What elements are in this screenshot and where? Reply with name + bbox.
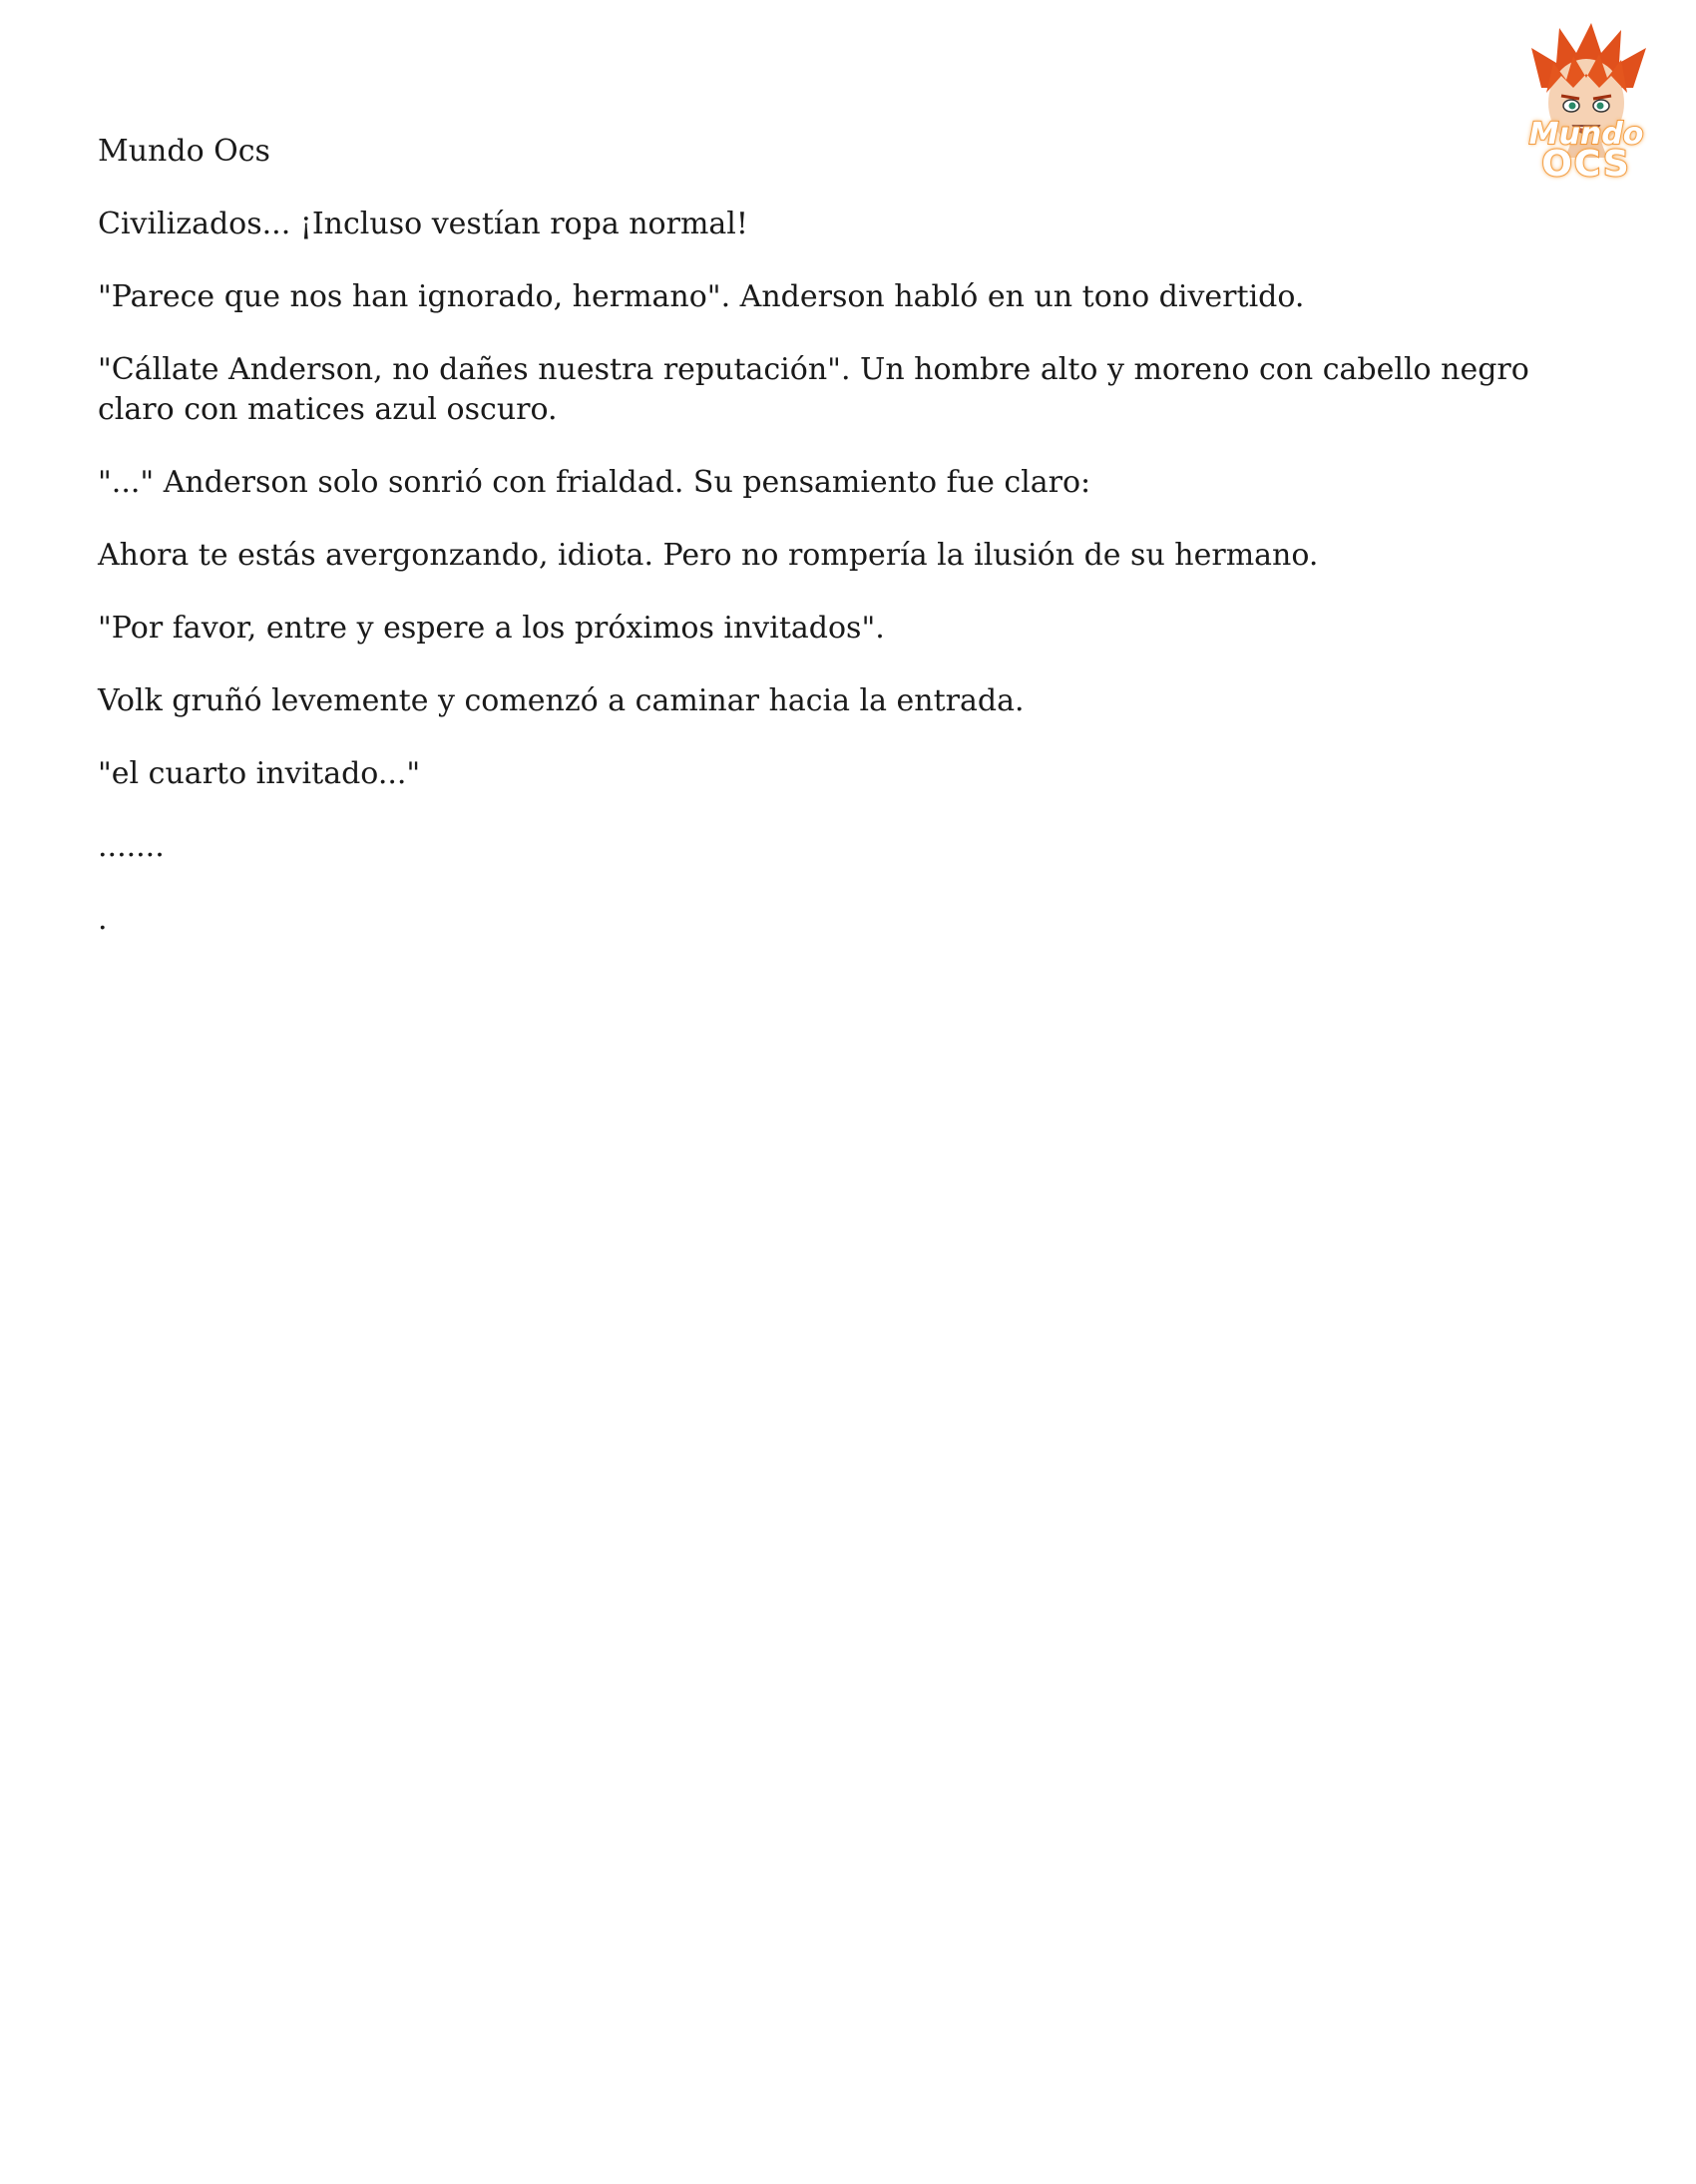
paragraph: Volk gruñó levemente y comenzó a caminar hacia la entrada. [98,683,1025,718]
paragraph: Ahora te estás avergonzando, idiota. Pero no rompería la ilusión de su hermano. [98,538,1319,573]
paragraph-dot: . [98,902,108,937]
paragraph: "Por favor, entre y espere a los próximos invitados". [98,611,885,646]
paragraph-title: Mundo Ocs [98,134,270,169]
paragraph-ellipsis: ....... [98,829,165,864]
paragraph: "Parece que nos han ignorado, hermano". Anderson habló en un tono divertido. [98,279,1305,314]
document-body [98,132,1574,973]
paragraph: "Cállate Anderson, no dañes nuestra reputación". Un hombre alto y moreno con cabello negro claro con matices azul oscuro. [98,352,1529,427]
paragraph: Civilizados... ¡Incluso vestían ropa normal! [98,207,748,241]
logo-line-ocs: OCS [1541,144,1631,185]
logo-line-mundo: Mundo [1528,117,1644,152]
paragraph: "..." Anderson solo sonrió con frialdad. Su pensamiento fue claro: [98,465,1091,500]
paragraph: "el cuarto invitado..." [98,756,421,791]
